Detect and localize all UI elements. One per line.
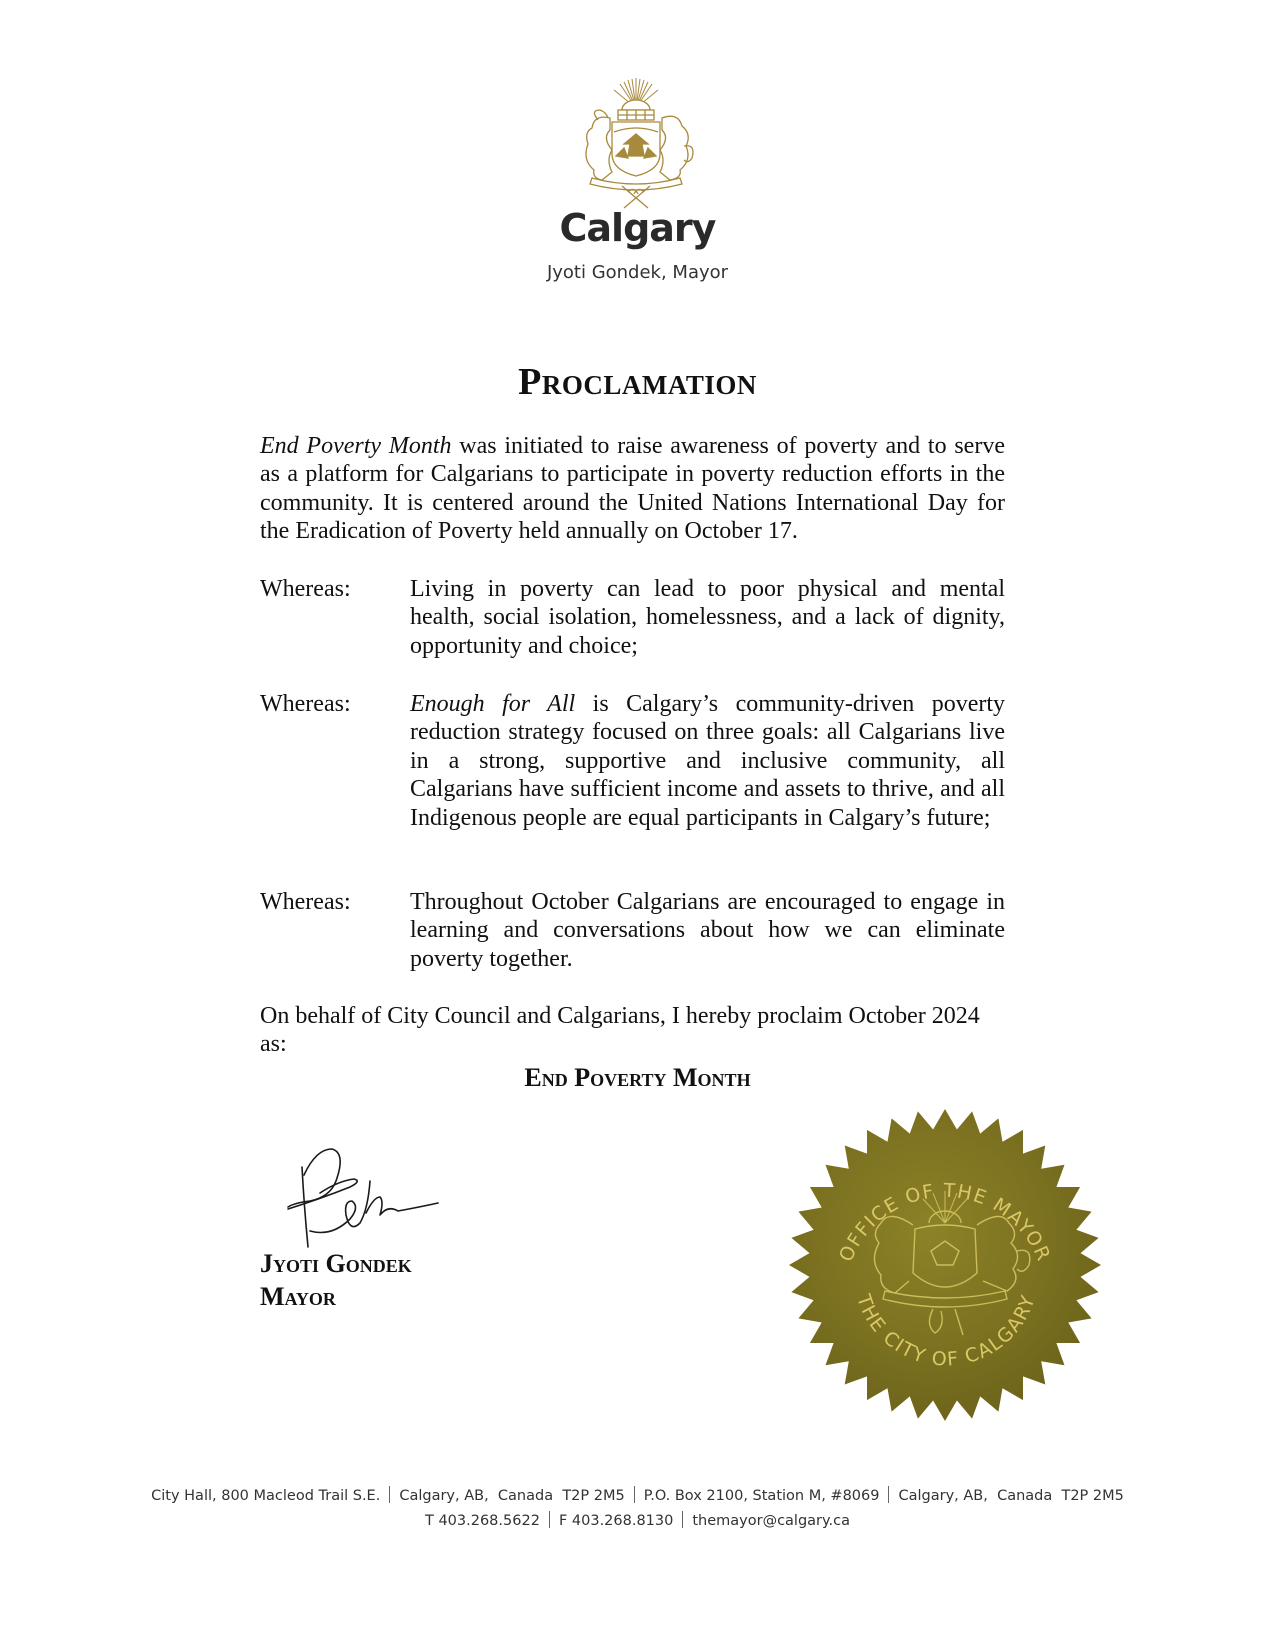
intro-paragraph [260, 432, 1005, 546]
intro-text: was initiated to raise awareness of poverty and to serve as a platform for Calgarians to participate in poverty reduction efforts in the community. It is centered around the United Nations International Day for the Eradication of Poverty held annually on October 17. [260, 433, 1005, 545]
footer-separator [634, 1486, 635, 1503]
proclamation-statement: On behalf of City Council and Calgarians, I hereby proclaim October 2024 as: [260, 1003, 980, 1058]
footer-address [0, 1486, 1275, 1504]
intro-italic-lead: End Poverty Month [260, 433, 452, 459]
footer-fax: F 403.268.8130 [558, 1513, 674, 1529]
calgary-wordmark: Calgary [559, 206, 716, 250]
footer-separator [682, 1511, 683, 1528]
whereas-italic-lead: Enough for All [410, 691, 576, 717]
letterhead-mayor-line: Jyoti Gondek, Mayor [546, 262, 729, 283]
footer-separator [888, 1486, 889, 1503]
whereas-body: Living in poverty can lead to poor physical and mental health, social isolation, homelessness, and a lack of dignity, opportunity and choice; [410, 576, 1005, 659]
seal-bottom-text: THE CITY OF CALGARY [852, 1291, 1040, 1371]
proclaimed-name: End Poverty Month [524, 1063, 751, 1092]
footer-city-hall: City Hall, 800 Macleod Trail S.E. [151, 1488, 381, 1504]
whereas-label: Whereas: [260, 691, 351, 717]
whereas-text [410, 888, 1005, 973]
whereas-label: Whereas: [260, 576, 351, 602]
footer-phone: T 403.268.5622 [424, 1513, 540, 1529]
footer-separator [549, 1511, 550, 1528]
whereas-body: Throughout October Calgarians are encouraged to engage in learning and conversations about how we can eliminate poverty together. [410, 889, 1005, 972]
gold-seal-icon [785, 1105, 1105, 1425]
footer-separator [389, 1486, 390, 1503]
whereas-text [410, 575, 1005, 660]
whereas-label: Whereas: [260, 889, 351, 915]
footer-email[interactable]: themayor@calgary.ca [692, 1513, 850, 1529]
signer-name: Jyoti Gondek [260, 1249, 412, 1278]
seal-top-text: OFFICE OF THE MAYOR [835, 1179, 1055, 1266]
whereas-body: is Calgary’s community-driven poverty reduction strategy focused on three goals: all Calgarians live in a strong, supportive and inclusive community, all Calgarians have sufficient income and assets to thrive, and all Indigenous people are equal participants in Calgary’s future; [410, 691, 1006, 831]
footer-city-postal-2: Calgary, AB, Canada T2P 2M5 [898, 1488, 1124, 1504]
whereas-text [410, 690, 1005, 832]
coat-of-arms-icon [572, 74, 700, 210]
footer-po-box: P.O. Box 2100, Station M, #8069 [643, 1488, 880, 1504]
footer-city-postal: Calgary, AB, Canada T2P 2M5 [399, 1488, 625, 1504]
signature-icon [280, 1135, 450, 1255]
footer-contact [0, 1511, 1275, 1529]
page-title: Proclamation [518, 361, 757, 403]
signer-title: Mayor [260, 1282, 336, 1311]
